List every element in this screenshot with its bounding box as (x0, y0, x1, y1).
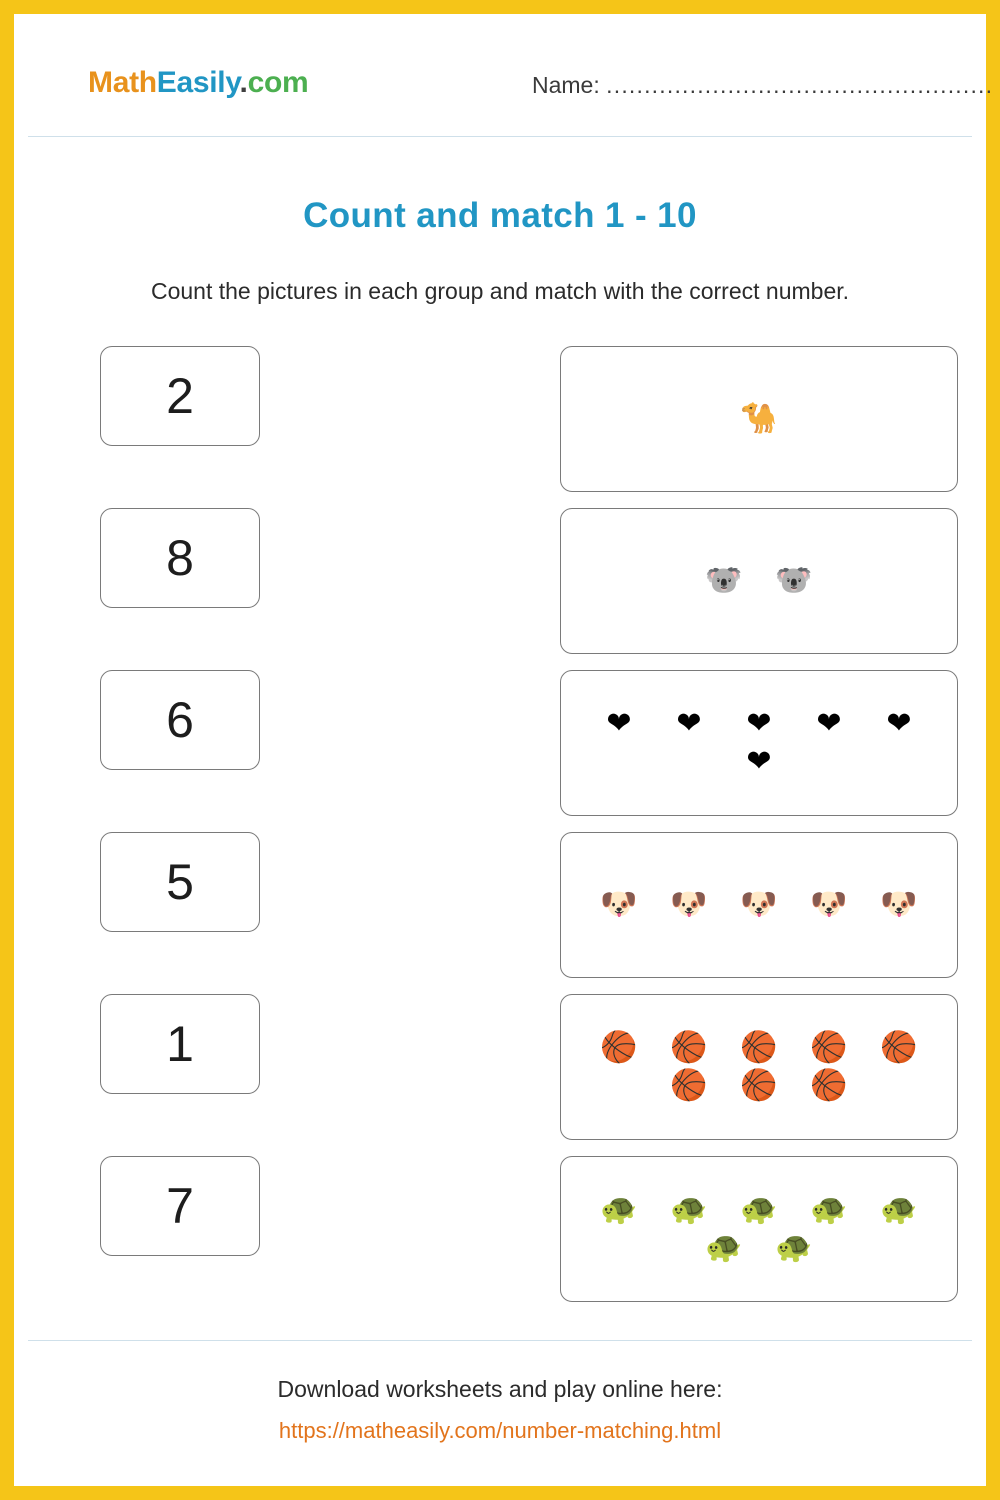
turtle-icon: 🐢 (600, 1191, 638, 1227)
match-row (28, 346, 972, 508)
page-header (64, 56, 994, 126)
logo-part-math: Math (88, 66, 157, 99)
picture-group[interactable] (560, 670, 958, 816)
turtle-icon: 🐢 (670, 1191, 708, 1227)
logo-part-com: com (247, 66, 309, 99)
number-box[interactable] (100, 346, 260, 446)
turtle-icon: 🐢 (880, 1191, 918, 1227)
number-box[interactable] (100, 508, 260, 608)
heart-icon: ❤ (676, 705, 702, 741)
basketball-icon: 🏀 (670, 1029, 708, 1065)
number-box[interactable] (100, 1156, 260, 1256)
number-value: 6 (166, 692, 194, 748)
picture-group[interactable] (560, 346, 958, 492)
camel-icon: 🐪 (740, 400, 778, 436)
turtle-icon: 🐢 (775, 1230, 813, 1265)
basketball-icon: 🏀 (740, 1068, 778, 1103)
match-row (28, 994, 972, 1156)
match-row (28, 670, 972, 832)
number-box[interactable] (100, 994, 260, 1094)
basketball-icon: 🏀 (810, 1029, 848, 1065)
basketball-icon: 🏀 (880, 1029, 918, 1065)
dog-face-icon: 🐶 (670, 886, 708, 922)
site-logo[interactable] (88, 66, 308, 100)
basketball-icon: 🏀 (740, 1029, 778, 1065)
picture-group[interactable] (560, 994, 958, 1140)
number-value: 7 (166, 1178, 194, 1234)
number-value: 1 (166, 1016, 194, 1072)
logo-part-easily: Easily (156, 66, 240, 99)
page-instructions: Count the pictures in each group and match with the correct number. (150, 278, 850, 304)
matching-board (28, 346, 972, 1306)
name-dotted-line: ................................................... (606, 72, 994, 98)
basketball-icon: 🏀 (670, 1068, 708, 1103)
heart-icon: ❤ (746, 744, 772, 779)
heart-icon: ❤ (606, 705, 632, 741)
koala-icon: 🐨 (775, 562, 813, 598)
number-value: 5 (166, 854, 194, 910)
heart-icon: ❤ (816, 705, 842, 741)
number-box[interactable] (100, 832, 260, 932)
dog-face-icon: 🐶 (740, 886, 778, 922)
match-row (28, 832, 972, 994)
turtle-icon: 🐢 (740, 1191, 778, 1227)
heart-icon: ❤ (746, 705, 772, 741)
turtle-icon: 🐢 (810, 1191, 848, 1227)
turtle-icon: 🐢 (705, 1230, 743, 1265)
dog-face-icon: 🐶 (880, 886, 918, 922)
picture-group[interactable] (560, 508, 958, 654)
basketball-icon: 🏀 (600, 1029, 638, 1065)
page-title: Count and match 1 - 10 (303, 196, 697, 235)
koala-icon: 🐨 (705, 562, 743, 598)
footer-divider (28, 1340, 972, 1341)
number-box[interactable] (100, 670, 260, 770)
header-divider (28, 136, 972, 137)
match-row (28, 508, 972, 670)
number-value: 8 (166, 530, 194, 586)
basketball-icon: 🏀 (810, 1068, 848, 1103)
name-field[interactable] (532, 72, 993, 99)
footer-link[interactable]: https://matheasily.com/number-matching.html (278, 1418, 722, 1443)
dog-face-icon: 🐶 (810, 886, 848, 922)
worksheet-inner (28, 28, 994, 1472)
logo-part-dot: . (239, 66, 248, 99)
dog-face-icon: 🐶 (600, 886, 638, 922)
picture-group[interactable] (560, 1156, 958, 1302)
number-value: 2 (166, 368, 194, 424)
heart-icon: ❤ (886, 705, 912, 741)
match-row (28, 1156, 972, 1318)
picture-group[interactable] (560, 832, 958, 978)
footer-text: Download worksheets and play online here: (277, 1376, 723, 1402)
name-label: Name: (532, 72, 600, 98)
